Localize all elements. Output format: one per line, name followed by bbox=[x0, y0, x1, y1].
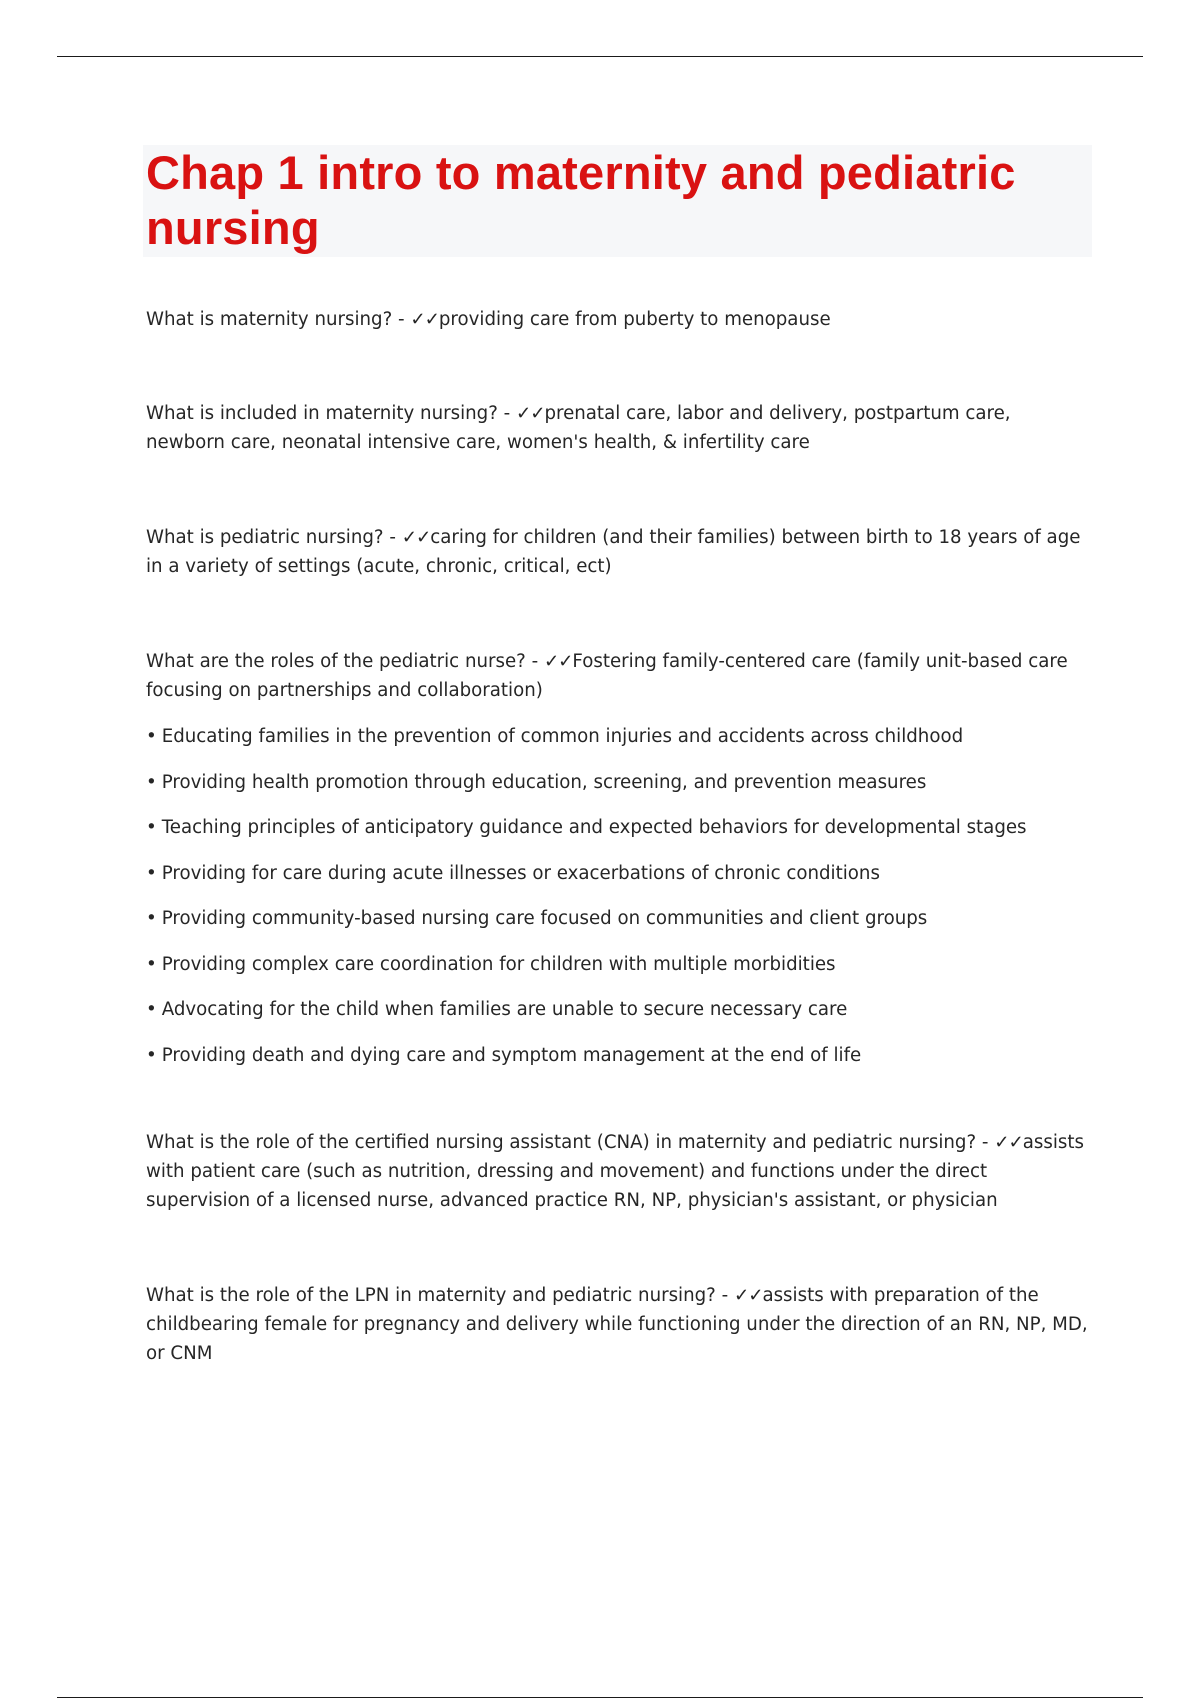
bullet-icon: • bbox=[146, 817, 157, 838]
pediatric-nurse-roles-list bbox=[146, 722, 1092, 1070]
answer-text: assists with preparation of the childbearing female for pregnancy and delivery while functioning under the direction of an RN, NP, MD, or CNM bbox=[146, 1284, 1088, 1364]
footer-rule bbox=[57, 1697, 1143, 1698]
bullet-icon: • bbox=[146, 953, 157, 975]
double-check-icon: ✓✓ bbox=[410, 309, 439, 330]
document-body bbox=[146, 305, 1092, 1368]
answer-text: providing care from puberty to menopause bbox=[438, 309, 831, 330]
list-item-text: Advocating for the child when families are unable to secure necessary care bbox=[161, 999, 848, 1020]
list-item bbox=[146, 813, 1092, 842]
list-item bbox=[146, 1041, 1092, 1070]
qa-item-maternity-nursing bbox=[146, 305, 1092, 334]
list-item bbox=[146, 995, 1092, 1024]
list-item bbox=[146, 722, 1092, 751]
bullet-icon: • bbox=[146, 999, 157, 1020]
answer-text: assists with patient care (such as nutrition, dressing and movement) and functions under the direct supervision of a licensed nurse, advanced practice RN, NP, physician's assistant, or physician bbox=[146, 1131, 1084, 1211]
double-check-icon: ✓✓ bbox=[401, 527, 431, 548]
bullet-icon: • bbox=[146, 771, 157, 793]
list-item-text: Educating families in the prevention of common injuries and accidents across childhood bbox=[161, 726, 964, 747]
list-item-text: Providing community-based nursing care focused on communities and client groups bbox=[161, 908, 928, 929]
list-item-text: Providing death and dying care and symptom management at the end of life bbox=[161, 1044, 862, 1066]
double-check-icon: ✓✓ bbox=[994, 1131, 1023, 1153]
qa-item-pediatric-nursing bbox=[146, 523, 1092, 581]
question-text: What is the role of the certified nursing assistant (CNA) in maternity and pediatric nursing? - bbox=[146, 1131, 995, 1153]
question-text: What are the roles of the pediatric nurse? - bbox=[146, 651, 544, 672]
list-item-text: Providing for care during acute illnesses or exacerbations of chronic conditions bbox=[161, 862, 880, 884]
qa-item-lpn-role bbox=[146, 1281, 1092, 1368]
bullet-icon: • bbox=[146, 908, 157, 929]
double-check-icon: ✓✓ bbox=[733, 1284, 763, 1306]
bullet-icon: • bbox=[146, 862, 157, 884]
answer-text: Fostering family-centered care (family unit-based care focusing on partnerships and collaboration) bbox=[146, 651, 1068, 701]
question-text: What is pediatric nursing? - bbox=[146, 527, 402, 548]
qa-item-included-in-maternity bbox=[146, 399, 1092, 457]
double-check-icon: ✓✓ bbox=[515, 403, 545, 424]
double-check-icon: ✓✓ bbox=[543, 651, 573, 672]
list-item-text: Providing health promotion through education, screening, and prevention measures bbox=[161, 771, 927, 793]
document-title: Chap 1 intro to maternity and pediatric nursing bbox=[146, 146, 1016, 254]
question-text: What is maternity nursing? - bbox=[146, 309, 411, 330]
title-block bbox=[143, 145, 1092, 257]
list-item bbox=[146, 859, 1092, 888]
question-text: What is included in maternity nursing? - bbox=[146, 403, 516, 424]
list-item-text: Teaching principles of anticipatory guidance and expected behaviors for developmental stages bbox=[161, 817, 1027, 838]
answer-text: caring for children (and their families) between birth to 18 years of age in a variety of settings (acute, chronic, critical, ect) bbox=[146, 527, 1081, 577]
list-item bbox=[146, 950, 1092, 979]
answer-text: prenatal care, labor and delivery, postpartum care, newborn care, neonatal intensive care, women's health, & infertility care bbox=[146, 403, 1011, 453]
list-item bbox=[146, 768, 1092, 797]
qa-item-pediatric-nurse-roles bbox=[146, 647, 1092, 705]
header-rule bbox=[57, 56, 1143, 57]
qa-item-cna-role bbox=[146, 1128, 1092, 1215]
bullet-icon: • bbox=[146, 726, 157, 747]
list-item bbox=[146, 904, 1092, 933]
bullet-icon: • bbox=[146, 1044, 157, 1066]
question-text: What is the role of the LPN in maternity and pediatric nursing? - bbox=[146, 1284, 734, 1306]
list-item-text: Providing complex care coordination for children with multiple morbidities bbox=[161, 953, 836, 975]
